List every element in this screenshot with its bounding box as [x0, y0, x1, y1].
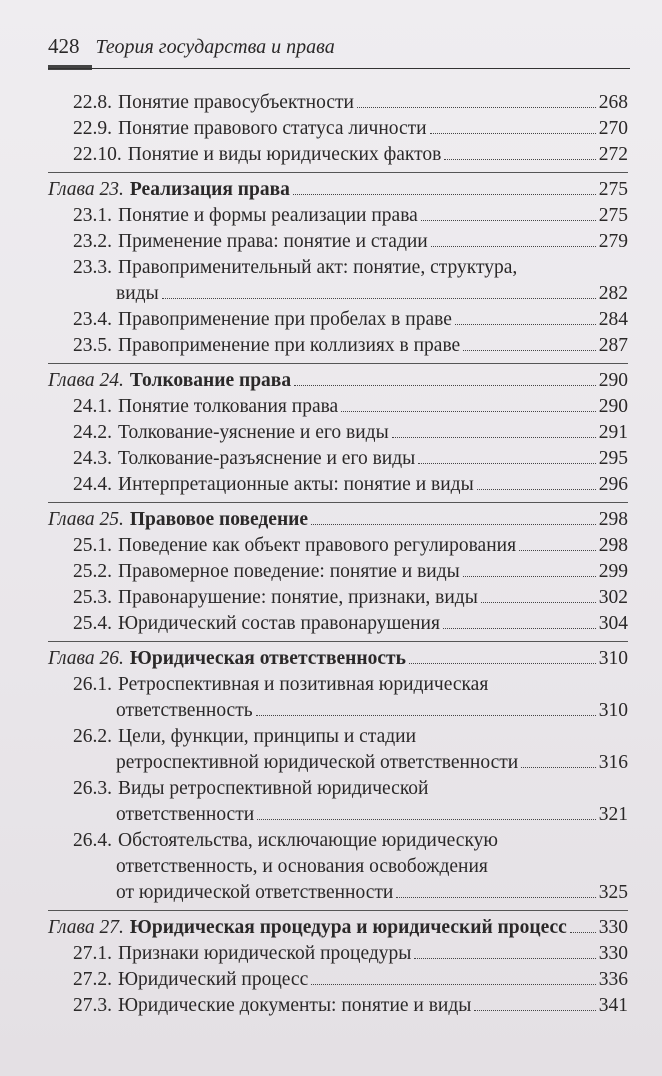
section-number: 24.2.	[73, 422, 112, 443]
dot-leader	[311, 524, 596, 525]
section-page: 287	[598, 335, 628, 356]
section-title: Виды ретроспективной юридической	[118, 778, 429, 799]
toc-entry	[48, 724, 628, 750]
chapter-title: Юридическая процедура и юридический процесс	[129, 917, 567, 938]
dot-leader	[430, 133, 596, 134]
section-title: Ретроспективная и позитивная юридическая	[118, 674, 489, 695]
dot-leader	[257, 819, 596, 820]
toc-entry	[48, 255, 628, 281]
section-page: 330	[598, 943, 628, 964]
dot-leader	[431, 246, 596, 247]
toc-entry	[48, 281, 628, 307]
section-number: 25.3.	[73, 587, 112, 608]
section-page: 291	[598, 422, 628, 443]
page-number: 428	[48, 34, 80, 58]
section-title: ответственность	[116, 700, 253, 721]
chapter-label: Глава 26.	[48, 648, 124, 669]
toc-entry	[48, 446, 628, 472]
chapter-label: Глава 27.	[48, 917, 124, 938]
section-number: 24.1.	[73, 396, 112, 417]
toc-entry	[48, 854, 628, 880]
dot-leader	[444, 159, 595, 160]
section-number: 25.2.	[73, 561, 112, 582]
toc-entry	[48, 394, 628, 420]
toc-entry	[48, 993, 628, 1019]
toc-entry	[48, 229, 628, 255]
section-page: 268	[598, 92, 628, 113]
section-number: 27.2.	[73, 969, 112, 990]
toc-entry	[48, 611, 628, 637]
table-of-contents	[48, 90, 628, 1019]
chapter-block	[48, 502, 628, 637]
chapter-label: Глава 23.	[48, 179, 124, 200]
dot-leader	[396, 897, 595, 898]
dot-leader	[481, 602, 596, 603]
toc-entry	[48, 142, 628, 168]
section-page: 296	[598, 474, 628, 495]
section-number: 25.1.	[73, 535, 112, 556]
section-page: 282	[598, 283, 628, 304]
section-page: 316	[598, 752, 628, 773]
dot-leader	[455, 324, 596, 325]
chapter-title: Юридическая ответственность	[129, 648, 406, 669]
section-title: Признаки юридической процедуры	[118, 943, 412, 964]
header-rule	[48, 68, 630, 69]
section-page: 310	[598, 700, 628, 721]
section-title: Толкование-разъяснение и его виды	[118, 448, 416, 469]
section-page: 336	[598, 969, 628, 990]
section-number: 27.3.	[73, 995, 112, 1016]
section-page: 302	[598, 587, 628, 608]
chapter-page: 290	[598, 370, 628, 391]
dot-leader	[463, 576, 596, 577]
chapter-heading	[48, 368, 628, 394]
section-number: 23.1.	[73, 205, 112, 226]
section-page: 299	[598, 561, 628, 582]
section-title: ответственности	[116, 804, 255, 825]
section-title: виды	[116, 283, 159, 304]
dot-leader	[443, 628, 596, 629]
section-title: Цели, функции, принципы и стадии	[118, 726, 417, 747]
section-title: Правомерное поведение: понятие и виды	[118, 561, 460, 582]
chapter-block	[48, 641, 628, 906]
dot-leader	[421, 220, 596, 221]
section-title: Понятие правосубъектности	[118, 92, 354, 113]
section-number: 22.9.	[73, 118, 112, 139]
dot-leader	[293, 194, 596, 195]
chapter-heading	[48, 507, 628, 533]
chapter-block	[48, 90, 628, 168]
section-title: ретроспективной юридической ответственности	[116, 752, 519, 773]
section-page: 321	[598, 804, 628, 825]
running-title: Теория государства и права	[95, 36, 335, 58]
section-number: 23.4.	[73, 309, 112, 330]
section-title: Толкование-уяснение и его виды	[118, 422, 389, 443]
chapter-page: 310	[598, 648, 628, 669]
section-page: 290	[598, 396, 628, 417]
section-title: Правоприменительный акт: понятие, структура,	[118, 257, 518, 278]
dot-leader	[519, 550, 596, 551]
chapter-page: 298	[598, 509, 628, 530]
toc-entry	[48, 559, 628, 585]
section-title: Понятие и виды юридических фактов	[127, 144, 442, 165]
section-number: 26.4.	[73, 830, 112, 851]
toc-entry	[48, 533, 628, 559]
chapter-page: 275	[598, 179, 628, 200]
dot-leader	[311, 984, 596, 985]
section-number: 26.1.	[73, 674, 112, 695]
section-title: Поведение как объект правового регулирования	[118, 535, 517, 556]
chapter-block	[48, 363, 628, 498]
section-title: Правоприменение при коллизиях в праве	[118, 335, 461, 356]
section-title: Юридический состав правонарушения	[118, 613, 440, 634]
chapter-label: Глава 24.	[48, 370, 124, 391]
toc-entry	[48, 967, 628, 993]
dot-leader	[570, 932, 596, 933]
toc-entry	[48, 116, 628, 142]
toc-entry	[48, 941, 628, 967]
toc-entry	[48, 333, 628, 359]
toc-entry	[48, 307, 628, 333]
section-page: 325	[598, 882, 628, 903]
chapter-block	[48, 172, 628, 359]
section-page: 284	[598, 309, 628, 330]
section-page: 270	[598, 118, 628, 139]
section-title: Обстоятельства, исключающие юридическую	[118, 830, 498, 851]
section-title: Правоприменение при пробелах в праве	[118, 309, 452, 330]
chapter-heading	[48, 177, 628, 203]
toc-entry	[48, 828, 628, 854]
section-page: 341	[598, 995, 628, 1016]
chapter-title: Правовое поведение	[129, 509, 309, 530]
chapter-title: Толкование права	[129, 370, 292, 391]
section-page: 298	[598, 535, 628, 556]
dot-leader	[256, 715, 596, 716]
section-title: Понятие толкования права	[118, 396, 339, 417]
dot-leader	[463, 350, 596, 351]
dot-leader	[474, 1010, 595, 1011]
toc-entry	[48, 802, 628, 828]
section-number: 26.2.	[73, 726, 112, 747]
toc-entry	[48, 472, 628, 498]
section-title: Юридические документы: понятие и виды	[118, 995, 472, 1016]
section-page: 304	[598, 613, 628, 634]
section-page: 275	[598, 205, 628, 226]
dot-leader	[357, 107, 596, 108]
section-page: 279	[598, 231, 628, 252]
section-number: 23.5.	[73, 335, 112, 356]
dot-leader	[294, 385, 596, 386]
chapter-page: 330	[598, 917, 628, 938]
dot-leader	[418, 463, 595, 464]
dot-leader	[392, 437, 596, 438]
section-number: 22.8.	[73, 92, 112, 113]
toc-entry	[48, 585, 628, 611]
dot-leader	[414, 958, 595, 959]
section-number: 22.10.	[73, 144, 122, 165]
chapter-label: Глава 25.	[48, 509, 124, 530]
toc-entry	[48, 750, 628, 776]
section-number: 24.4.	[73, 474, 112, 495]
chapter-block	[48, 910, 628, 1019]
running-header	[48, 34, 335, 66]
chapter-heading	[48, 915, 628, 941]
section-number: 23.3.	[73, 257, 112, 278]
toc-entry	[48, 698, 628, 724]
chapter-heading	[48, 646, 628, 672]
section-title: ответственность, и основания освобождения	[116, 856, 488, 877]
section-page: 272	[598, 144, 628, 165]
section-title: от юридической ответственности	[116, 882, 394, 903]
toc-entry	[48, 420, 628, 446]
dot-leader	[162, 298, 596, 299]
dot-leader	[341, 411, 596, 412]
dot-leader	[477, 489, 596, 490]
dot-leader	[409, 663, 596, 664]
section-title: Понятие и формы реализации права	[118, 205, 418, 226]
dot-leader	[521, 767, 596, 768]
toc-entry	[48, 776, 628, 802]
section-title: Понятие правового статуса личности	[118, 118, 427, 139]
section-page: 295	[598, 448, 628, 469]
section-number: 24.3.	[73, 448, 112, 469]
section-number: 27.1.	[73, 943, 112, 964]
section-number: 26.3.	[73, 778, 112, 799]
section-number: 23.2.	[73, 231, 112, 252]
toc-entry	[48, 90, 628, 116]
toc-entry	[48, 203, 628, 229]
section-title: Правонарушение: понятие, признаки, виды	[118, 587, 478, 608]
section-title: Интерпретационные акты: понятие и виды	[118, 474, 474, 495]
section-title: Применение права: понятие и стадии	[118, 231, 428, 252]
toc-entry	[48, 880, 628, 906]
toc-entry	[48, 672, 628, 698]
section-title: Юридический процесс	[118, 969, 309, 990]
chapter-title: Реализация права	[129, 179, 290, 200]
section-number: 25.4.	[73, 613, 112, 634]
